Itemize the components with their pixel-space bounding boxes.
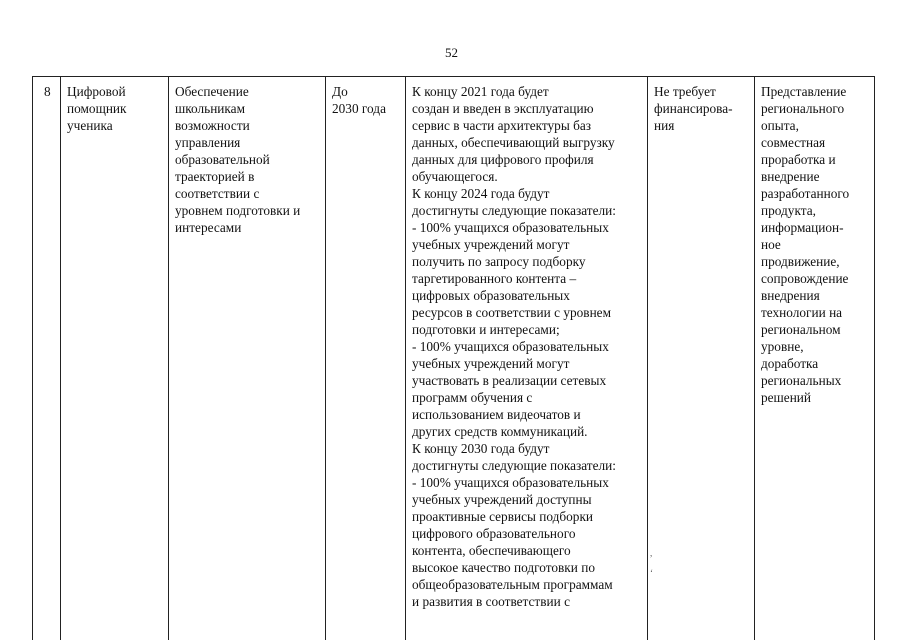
goal-line: возможности xyxy=(175,118,250,133)
deadline-cell xyxy=(325,77,405,640)
regional-line: проработка и xyxy=(761,152,836,167)
results-line: учебных учреждений могут xyxy=(412,237,570,252)
deadline-line: 2030 года xyxy=(332,101,386,116)
results-line: обучающегося. xyxy=(412,169,498,184)
goal-line: образовательной xyxy=(175,152,270,167)
goal-line: Обеспечение xyxy=(175,84,249,99)
results-line: контента, обеспечивающего xyxy=(412,543,571,558)
goal-line: соответствии с xyxy=(175,186,260,201)
regional-line: продукта, xyxy=(761,203,816,218)
results-cell xyxy=(405,77,647,640)
regional-line: Представление xyxy=(761,84,847,99)
funding-cell xyxy=(647,77,754,640)
regional-line: региональном xyxy=(761,322,841,337)
goal-line: уровнем подготовки и xyxy=(175,203,301,218)
regional-line: совместная xyxy=(761,135,826,150)
results-line: данных, обеспечивающий выгрузку xyxy=(412,135,615,150)
results-line: использованием видеочатов и xyxy=(412,407,581,422)
results-line: сервис в части архитектуры баз xyxy=(412,118,592,133)
regional-line: внедрения xyxy=(761,288,820,303)
funding-line: Не требует xyxy=(654,84,716,99)
funding-line: ния xyxy=(654,118,675,133)
goal-line: школьникам xyxy=(175,101,246,116)
regional-line: технологии на xyxy=(761,305,843,320)
project-name-line: Цифровой xyxy=(67,84,126,99)
results-line: учебных учреждений доступны xyxy=(412,492,592,507)
page-number: 52 xyxy=(445,45,458,60)
regional-line: уровне, xyxy=(761,339,804,354)
regional-line: продвижение, xyxy=(761,254,840,269)
results-line: общеобразовательным программам xyxy=(412,577,613,592)
regional-line: региональных xyxy=(761,373,842,388)
results-line: высокое качество подготовки по xyxy=(412,560,595,575)
results-line: цифрового образовательного xyxy=(412,526,576,541)
results-line: - 100% учащихся образовательных xyxy=(412,339,609,354)
project-name-cell xyxy=(60,77,168,640)
results-line: проактивные сервисы подборки xyxy=(412,509,594,524)
results-line: других средств коммуникаций. xyxy=(412,424,588,439)
results-line: участвовать в реализации сетевых xyxy=(412,373,607,388)
results-line: и развития в соответствии с xyxy=(412,594,570,609)
results-line: достигнуты следующие показатели: xyxy=(412,458,616,473)
project-name-line: ученика xyxy=(67,118,113,133)
results-line: достигнуты следующие показатели: xyxy=(412,203,616,218)
goal-line: интересами xyxy=(175,220,242,235)
goal-line: траекторией в xyxy=(175,169,255,184)
scan-specks: , ʻ xyxy=(650,548,653,578)
regional-line: сопровождение xyxy=(761,271,849,286)
results-line: таргетированного контента – xyxy=(412,271,577,286)
regional-line: решений xyxy=(761,390,812,405)
regional-line: внедрение xyxy=(761,169,820,184)
results-line: ресурсов в соответствии с уровнем xyxy=(412,305,611,320)
results-line: К концу 2021 года будет xyxy=(412,84,549,99)
results-line: - 100% учащихся образовательных xyxy=(412,475,609,490)
results-line: подготовки и интересами; xyxy=(412,322,560,337)
results-line: программ обучения с xyxy=(412,390,533,405)
results-line: создан и введен в эксплуатацию xyxy=(412,101,594,116)
row-number-cell xyxy=(33,77,60,640)
results-line: учебных учреждений могут xyxy=(412,356,570,371)
results-line: К концу 2030 года будут xyxy=(412,441,550,456)
deadline-line: До xyxy=(332,84,348,99)
results-line: данных для цифрового профиля xyxy=(412,152,594,167)
regional-participation-cell xyxy=(754,77,876,640)
results-line: цифровых образовательных xyxy=(412,288,570,303)
regional-line: ное xyxy=(761,237,781,252)
regional-line: опыта, xyxy=(761,118,799,133)
project-name-line: помощник xyxy=(67,101,127,116)
funding-line: финансирова- xyxy=(654,101,733,116)
measures-table xyxy=(32,76,875,640)
regional-line: разработанного xyxy=(761,186,850,201)
goal-cell xyxy=(168,77,325,640)
goal-line: управления xyxy=(175,135,241,150)
results-line: получить по запросу подборку xyxy=(412,254,586,269)
regional-line: регионального xyxy=(761,101,845,116)
row-number: 8 xyxy=(44,84,51,99)
regional-line: информацион- xyxy=(761,220,844,235)
regional-line: доработка xyxy=(761,356,819,371)
results-line: - 100% учащихся образовательных xyxy=(412,220,609,235)
results-line: К концу 2024 года будут xyxy=(412,186,550,201)
